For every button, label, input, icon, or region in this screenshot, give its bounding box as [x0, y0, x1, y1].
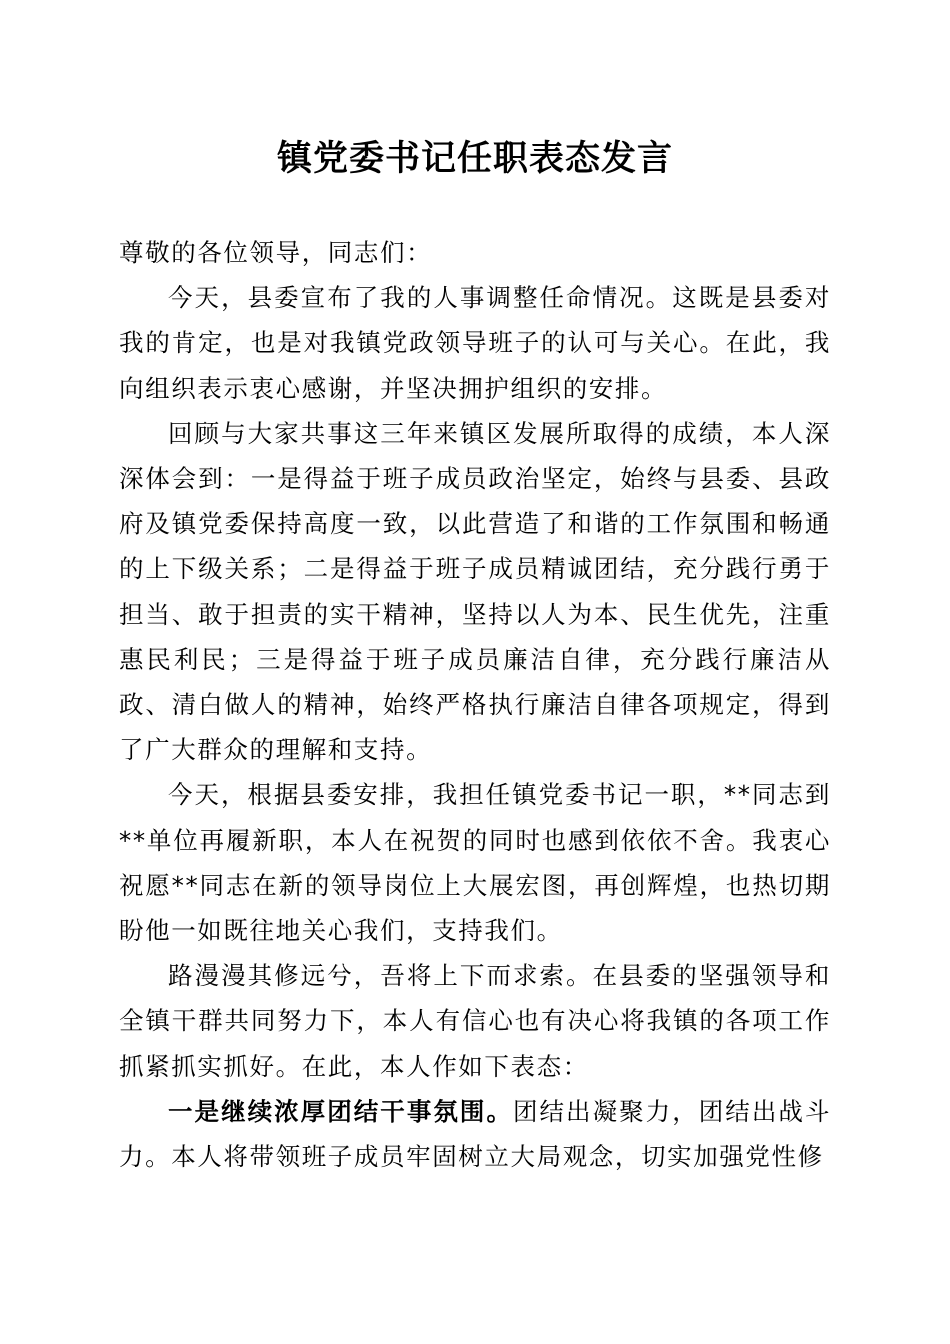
paragraph-5: [119, 1089, 831, 1179]
salutation: 尊敬的各位领导，同志们：: [119, 238, 433, 267]
paragraph-1: 今天，县委宣布了我的人事调整任命情况。这既是县委对我的肯定，也是对我镇党政领导班子的认可与关心。在此，我向组织表示衷心感谢，并坚决拥护组织的安排。: [119, 283, 831, 403]
paragraph-2: 回顾与大家共事这三年来镇区发展所取得的成绩，本人深深体会到：一是得益于班子成员政治坚定，始终与县委、县政府及镇党委保持高度一致，以此营造了和谐的工作氛围和畅通的上下级关系；二是得益于班子成员精诚团结，充分践行勇于担当、敢于担责的实干精神，坚持以人为本、民生优先，注重惠民利民；三是得益于班子成员廉洁自律，充分践行廉洁从政、清白做人的精神，始终严格执行廉洁自律各项规定，得到了广大群众的理解和支持。: [119, 418, 831, 765]
paragraph-4: 路漫漫其修远兮，吾将上下而求索。在县委的坚强领导和全镇干群共同努力下，本人有信心也有决心将我镇的各项工作抓紧抓实抓好。在此，本人作如下表态：: [119, 961, 831, 1081]
document-title: 镇党委书记任职表态发言: [276, 138, 673, 179]
document-body: [119, 230, 831, 1179]
paragraph-5-text: 团结出凝聚力，团结出战斗力。本人将带领班子成员牢固树立大局观念，切实加强党性修: [119, 1096, 831, 1172]
paragraph-5-lead: 一是继续浓厚团结干事氛围。: [168, 1096, 513, 1126]
paragraph-3: 今天，根据县委安排，我担任镇党委书记一职，**同志到**单位再履新职，本人在祝贺的同时也感到依依不舍。我衷心祝愿**同志在新的领导岗位上大展宏图，再创辉煌，也热切期盼他一如既往地关心我们，支持我们。: [119, 780, 831, 946]
